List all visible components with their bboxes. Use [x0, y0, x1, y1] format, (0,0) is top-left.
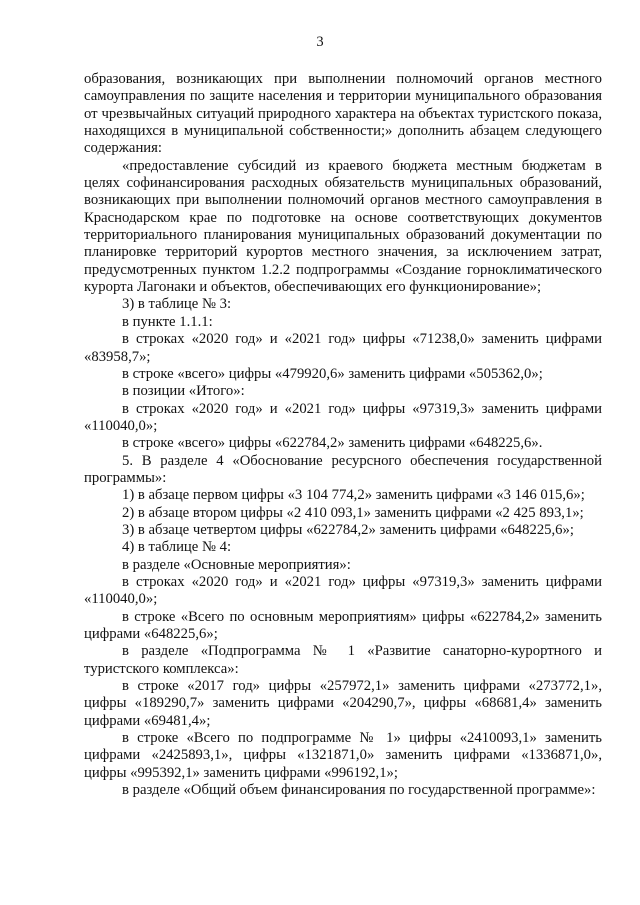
page-number: 3 — [316, 34, 324, 50]
paragraph: в позиции «Итого»: — [122, 383, 245, 400]
paragraph: в строке «всего» цифры «479920,6» заменить цифрами «505362,0»; — [122, 365, 543, 382]
paragraph: 2) в абзаце втором цифры «2 410 093,1» заменить цифрами «2 425 893,1»; — [122, 504, 584, 521]
paragraph: 3) в абзаце четвертом цифры «622784,2» заменить цифрами «648225,6»; — [122, 521, 574, 538]
paragraph: в разделе «Общий объем финансирования по государственной программе»: — [122, 782, 596, 799]
paragraph: в строке «2017 год» цифры «257972,1» заменить цифрами «273772,1», цифры «189290,7» заменить цифрами «204290,7», цифры «68681,4» заменить цифрами «69481,4»; — [84, 678, 602, 729]
paragraph: 5. В разделе 4 «Обоснование ресурсного обеспечения государственной программы»: — [84, 452, 602, 486]
paragraph: 1) в абзаце первом цифры «3 104 774,2» заменить цифрами «3 146 015,6»; — [122, 487, 585, 504]
paragraph: в пункте 1.1.1: — [122, 313, 213, 330]
paragraph: в строке «всего» цифры «622784,2» заменить цифрами «648225,6». — [122, 435, 543, 452]
paragraph: в строках «2020 год» и «2021 год» цифры «97319,3» заменить цифрами «110040,0»; — [84, 573, 602, 608]
paragraph: в разделе «Подпрограмма № 1 «Развитие санаторно-курортного и туристского комплекса»: — [84, 643, 602, 677]
paragraph: в строках «2020 год» и «2021 год» цифры «97319,3» заменить цифрами «110040,0»; — [84, 400, 602, 434]
document-body — [84, 71, 602, 799]
paragraph: «предоставление субсидий из краевого бюджета местным бюджетам в целях софинансирования расходных обязательств муниципальных образований, возникающих при выполнении полномочий органов местного самоуправления в Краснодарском крае по подготовке на основе соответствующих документов территориального планирования муниципальных образований документации по планировке территорий курортов местного значения, за исключением затрат, предусмотренных пунктом 1.2.2 подпрограммы «Создание горноклиматического курорта Лагонаки и объектов, обеспечивающих его функционирование»; — [84, 157, 602, 296]
paragraph: в разделе «Основные мероприятия»: — [122, 556, 351, 573]
paragraph: образования, возникающих при выполнении полномочий органов местного самоуправления по защите населения и территории муниципального образования от чрезвычайных ситуаций природного характера на объектах туристского показа, находящихся в муниципальной собственности;» дополнить абзацем следующего содержания: — [84, 71, 602, 157]
paragraph: в строках «2020 год» и «2021 год» цифры «71238,0» заменить цифрами «83958,7»; — [84, 331, 602, 365]
paragraph: 3) в таблице № 3: — [122, 296, 232, 313]
paragraph: в строке «Всего по подпрограмме № 1» цифры «2410093,1» заменить цифрами «2425893,1», цифры «1321871,0» заменить цифрами «1336871,0», цифры «995392,1» заменить цифрами «996192,1»; — [84, 730, 602, 781]
paragraph: в строке «Всего по основным мероприятиям» цифры «622784,2» заменить цифрами «648225,6»; — [84, 608, 602, 642]
paragraph: 4) в таблице № 4: — [122, 539, 232, 556]
